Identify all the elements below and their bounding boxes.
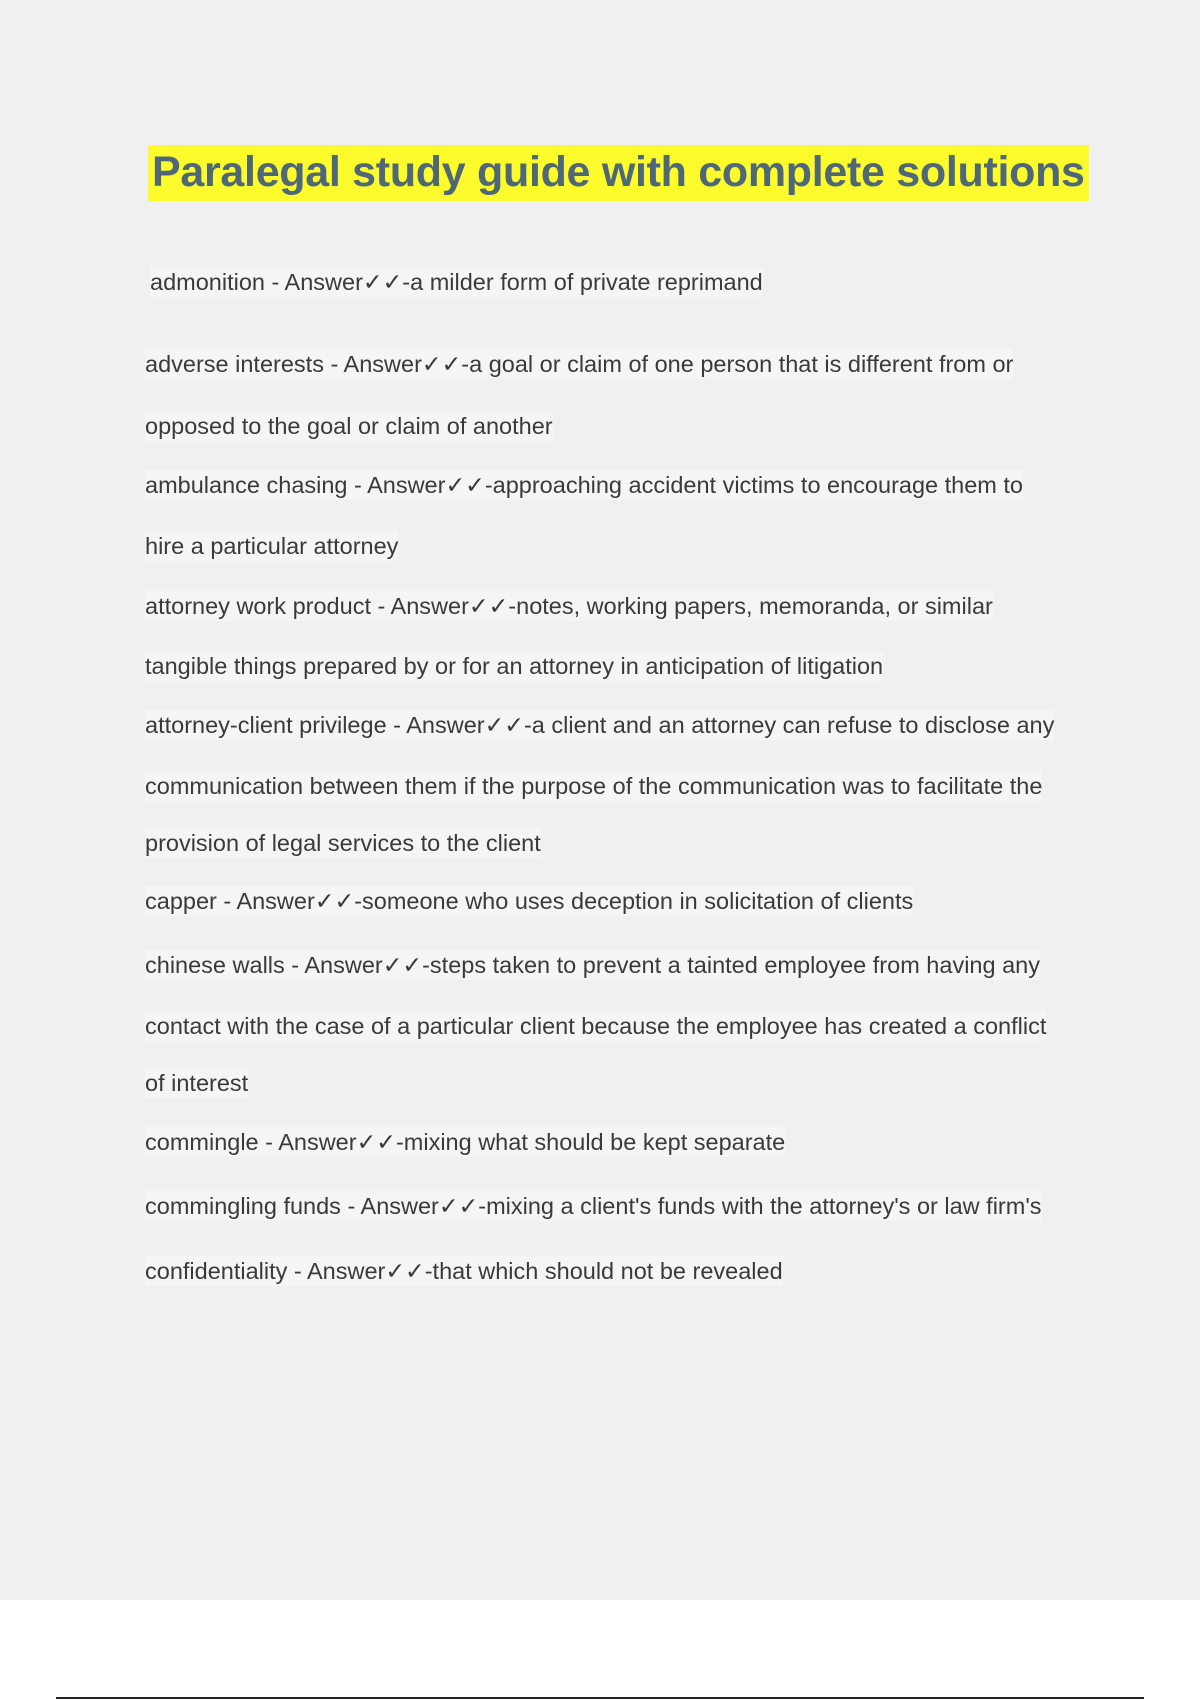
- page-title: Paralegal study guide with complete solutions: [148, 145, 1089, 201]
- glossary-line: opposed to the goal or claim of another: [145, 413, 553, 439]
- glossary-line: admonition - Answer✓✓-a milder form of private reprimand: [150, 269, 763, 295]
- glossary-line: provision of legal services to the client: [145, 830, 541, 856]
- glossary-line: adverse interests - Answer✓✓-a goal or claim of one person that is different from or: [145, 351, 1014, 377]
- glossary-line: attorney work product - Answer✓✓-notes, working papers, memoranda, or similar: [145, 593, 993, 619]
- glossary-line: of interest: [145, 1070, 249, 1096]
- glossary-line: chinese walls - Answer✓✓-steps taken to prevent a tainted employee from having any: [145, 952, 1040, 978]
- footer-divider: [56, 1697, 1144, 1699]
- glossary-line: ambulance chasing - Answer✓✓-approaching accident victims to encourage them to: [145, 472, 1024, 498]
- glossary-line: commingle - Answer✓✓-mixing what should be kept separate: [145, 1129, 786, 1155]
- glossary-line: hire a particular attorney: [145, 533, 399, 559]
- glossary-line: commingling funds - Answer✓✓-mixing a client's funds with the attorney's or law firm's: [145, 1193, 1042, 1219]
- glossary-line: tangible things prepared by or for an attorney in anticipation of litigation: [145, 653, 884, 679]
- glossary-line: contact with the case of a particular client because the employee has created a conflict: [145, 1013, 1047, 1039]
- glossary-line: attorney-client privilege - Answer✓✓-a client and an attorney can refuse to disclose any: [145, 712, 1055, 738]
- glossary-line: communication between them if the purpose of the communication was to facilitate the: [145, 773, 1043, 799]
- glossary-line: confidentiality - Answer✓✓-that which should not be revealed: [145, 1258, 783, 1284]
- glossary-line: capper - Answer✓✓-someone who uses deception in solicitation of clients: [145, 888, 914, 914]
